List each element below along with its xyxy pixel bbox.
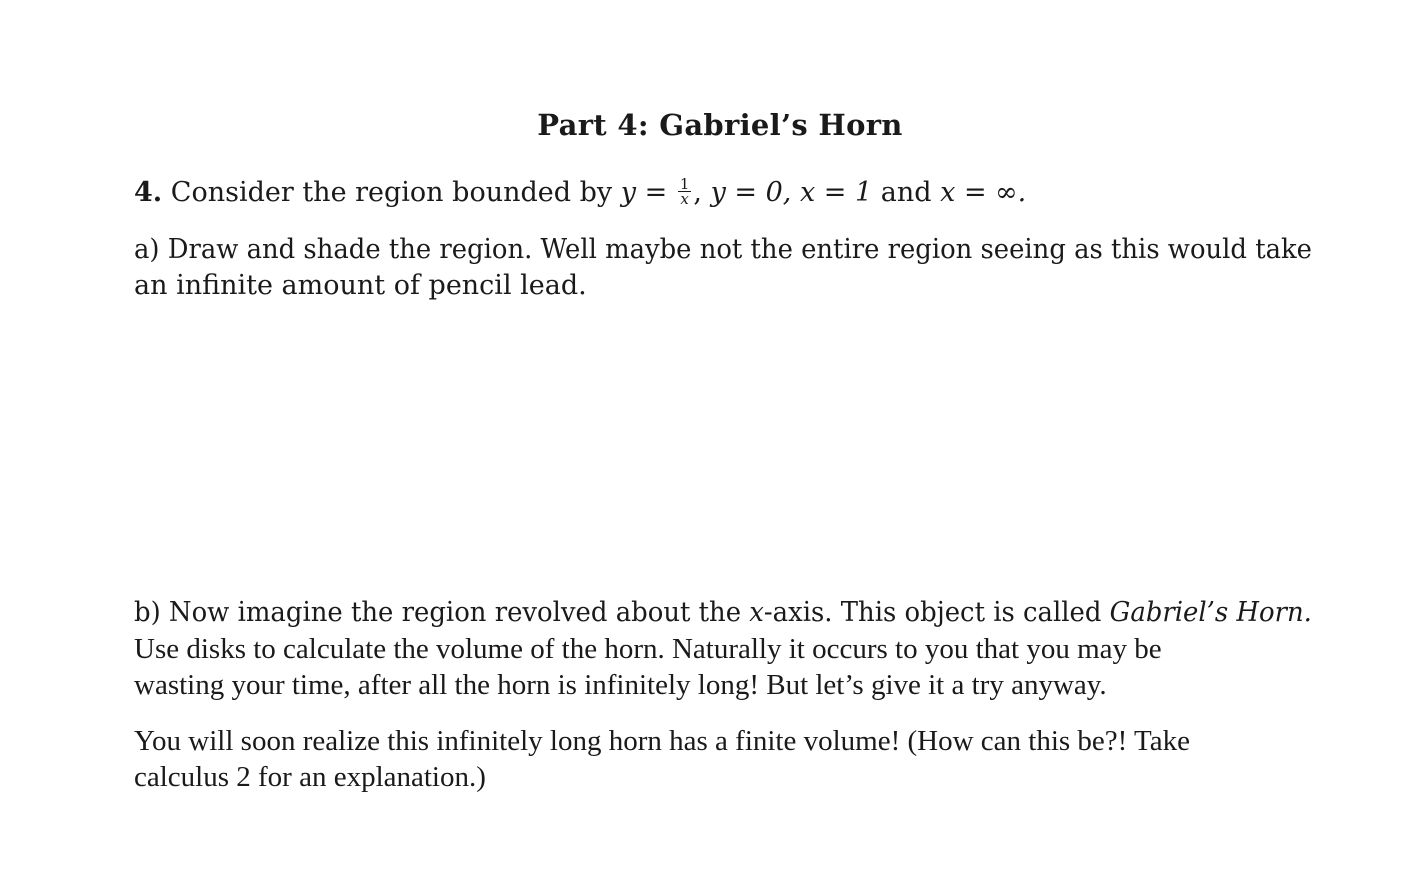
- closing-line-2: [134, 761, 486, 794]
- and-word: and: [880, 177, 932, 208]
- part-a-text-2: an infinite amount of pencil lead.: [134, 270, 587, 301]
- part-b-middle: -axis. This object is called: [763, 597, 1102, 628]
- condition-x-one: x = 1: [799, 177, 873, 208]
- closing-line-1: [134, 725, 1190, 758]
- fraction-one-over-x: [678, 177, 692, 206]
- part-b-line-3: [134, 669, 1107, 702]
- fraction-numerator: 1: [679, 175, 690, 193]
- part-b-text-2: Use disks to calculate the volume of the horn. Naturally it occurs to you that you may be: [134, 633, 1162, 665]
- x-variable: x: [749, 597, 764, 628]
- question-number: 4.: [134, 177, 163, 208]
- part-b-text-1: [134, 597, 1312, 628]
- part-b-line-2: [134, 633, 1162, 666]
- horn-name: Gabriel’s Horn.: [1109, 597, 1312, 628]
- part-b-line-1: [134, 597, 1312, 628]
- part-a-text-1: a) Draw and shade the region. Well maybe not the entire region seeing as this would take: [134, 234, 1313, 265]
- condition-y-zero: y = 0,: [710, 177, 792, 208]
- equals-sign: =: [644, 177, 668, 208]
- comma-separator: ,: [693, 177, 702, 208]
- part-b-text-3: wasting your time, after all the horn is infinitely long! But let’s give it a try anyway.: [134, 669, 1107, 701]
- page-title: Part 4: Gabriel’s Horn: [537, 108, 903, 142]
- drawing-space: [134, 320, 1304, 590]
- fraction-denominator: x: [680, 190, 689, 208]
- closing-text-1: You will soon realize this infinitely long horn has a finite volume! (How can this be?! Take: [134, 725, 1190, 757]
- question-lead: Consider the region bounded by: [170, 177, 613, 208]
- part-a-line-1: [134, 234, 1313, 265]
- y-variable: y: [620, 177, 637, 208]
- closing-text-2: calculus 2 for an explanation.): [134, 761, 486, 793]
- question-4: [134, 177, 1026, 208]
- part-a-line-2: [134, 270, 587, 301]
- condition-x-infinity: x = ∞.: [940, 177, 1027, 208]
- part-b-lead: b) Now imagine the region revolved about the: [134, 597, 742, 628]
